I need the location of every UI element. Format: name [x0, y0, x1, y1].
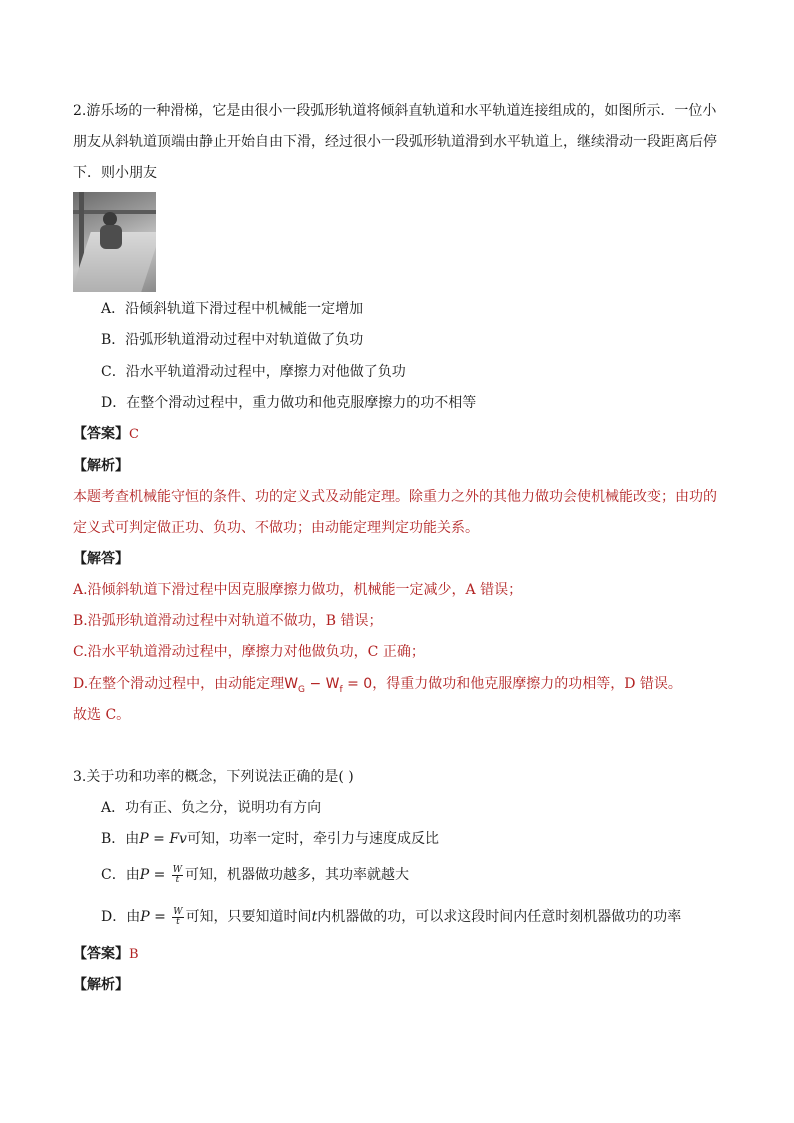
- q3-answer: [73, 944, 139, 965]
- answer-value: C: [129, 427, 139, 442]
- q2-answer: [73, 424, 139, 445]
- q2-stem-line3: 下．则小朋友: [73, 165, 157, 181]
- q2-solution-a: A.沿倾斜轨道下滑过程中因克服摩擦力做功，机械能一定减少，A 错误；: [73, 582, 523, 598]
- answer-value: B: [129, 947, 139, 962]
- q3-option-b: B．由P = Fv可知，功率一定时，牵引力与速度成反比: [101, 831, 439, 847]
- answer-label: 【答案】: [73, 426, 129, 442]
- q2-solution-label: 【解答】: [73, 551, 129, 567]
- q2-analysis-line2: 定义式可判定做正功、负功、不做功；由动能定理判定功能关系。: [73, 520, 479, 536]
- q2-solution-b: B.沿弧形轨道滑动过程中对轨道不做功，B 错误；: [73, 613, 383, 629]
- q2-option-d: D．在整个滑动过程中，重力做功和他克服摩擦力的功不相等: [101, 395, 477, 411]
- q3-option-d: D．由P = $\frac{W}{t}$ 可知，只要知道时间t内机器做的功，可以求这段时间内任意时刻机器做功的功率: [101, 906, 682, 927]
- q2-solution-d: D.在整个滑动过程中，由动能定理$W_G - W_f = 0$，得重力做功和他克服摩擦力的功相等，D 错误。: [73, 676, 682, 695]
- q2-option-a: A．沿倾斜轨道下滑过程中机械能一定增加: [101, 301, 364, 317]
- q2-stem-line1: 2.游乐场的一种滑梯，它是由很小一段弧形轨道将倾斜直轨道和水平轨道连接组成的，如图所示．一位小: [73, 103, 717, 119]
- fraction-w-over-t: $\frac{W}{t}$: [172, 864, 183, 885]
- q3-option-a: A．功有正、负之分，说明功有方向: [101, 800, 322, 816]
- q3-analysis-label: 【解析】: [73, 977, 129, 993]
- work-energy-formula: $W_G - W_f = 0$: [284, 676, 373, 695]
- slide-photo: [73, 192, 156, 292]
- q2-option-b: B．沿弧形轨道滑动过程中对轨道做了负功: [101, 332, 364, 348]
- q2-analysis-label: 【解析】: [73, 458, 129, 474]
- q2-solution-c: C.沿水平轨道滑动过程中，摩擦力对他做负功，C 正确；: [73, 644, 425, 660]
- q2-analysis-line1: 本题考查机械能守恒的条件、功的定义式及动能定理。除重力之外的其他力做功会使机械能改变；由功的: [73, 489, 717, 505]
- q3-stem: 3.关于功和功率的概念，下列说法正确的是( ): [73, 769, 354, 785]
- q2-conclusion: 故选 C。: [73, 707, 131, 723]
- answer-label: 【答案】: [73, 946, 129, 962]
- fraction-w-over-t: $\frac{W}{t}$: [173, 906, 183, 927]
- q2-option-c: C．沿水平轨道滑动过程中，摩擦力对他做了负功: [101, 364, 406, 380]
- q3-option-c: C．由P = $\frac{W}{t}$ 可知，机器做功越多，其功率就越大: [101, 864, 410, 885]
- q2-stem-line2: 朋友从斜轨道顶端由静止开始自由下滑，经过很小一段弧形轨道滑到水平轨道上，继续滑动一段距离后停: [73, 134, 717, 150]
